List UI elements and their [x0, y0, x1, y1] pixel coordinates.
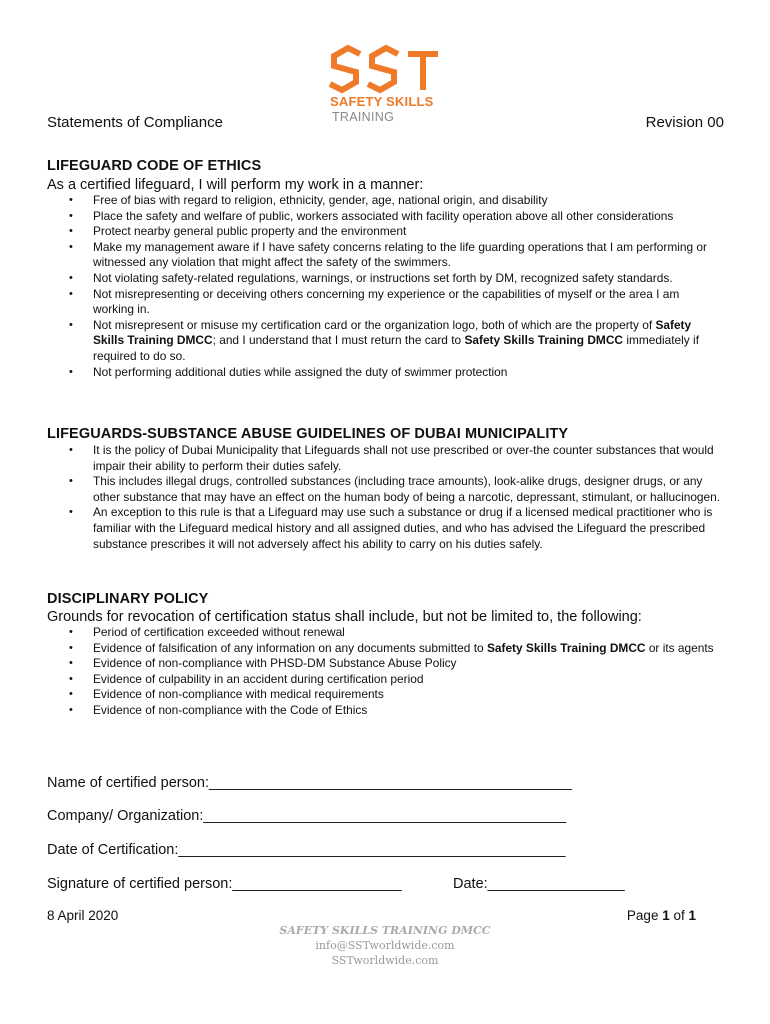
- list-item-text: Not performing additional duties while assigned the duty of swimmer protection: [93, 364, 508, 379]
- section-title-substance-abuse: LIFEGUARDS-SUBSTANCE ABUSE GUIDELINES OF DUBAI MUNICIPALITY: [47, 426, 569, 442]
- company-logo: [326, 44, 444, 128]
- code-of-ethics-list: [47, 193, 723, 380]
- list-item-text: Evidence of non-compliance with the Code of Ethics: [93, 702, 368, 717]
- substance-abuse-item: [47, 474, 723, 505]
- section-title-disciplinary-policy: DISCIPLINARY POLICY: [47, 591, 209, 607]
- signature-date-field[interactable]: Date:_________________: [453, 876, 625, 892]
- list-item-text: ; and I understand that I must return the card to: [212, 333, 465, 348]
- disciplinary-policy-item: [47, 625, 723, 641]
- code-of-ethics-item: [47, 224, 723, 240]
- code-of-ethics-item: [47, 193, 723, 209]
- list-item-text: Evidence of non-compliance with PHSD-DM Substance Abuse Policy: [93, 656, 457, 671]
- company-organization-field[interactable]: Company/ Organization:_____________________________________________: [47, 808, 567, 824]
- substance-abuse-item: [47, 505, 723, 552]
- code-of-ethics-item: [47, 209, 723, 225]
- revision-label: Revision 00: [645, 114, 724, 131]
- footer-date: 8 April 2020: [47, 908, 119, 923]
- section-intro-code-of-ethics: As a certified lifeguard, I will perform my work in a manner:: [47, 177, 424, 193]
- list-item-text: Period of certification exceeded without renewal: [93, 625, 345, 639]
- disciplinary-policy-list: [47, 625, 723, 719]
- code-of-ethics-item: [47, 318, 723, 365]
- footer-website[interactable]: SSTworldwide.com: [331, 954, 439, 967]
- company-name-emphasis: Safety Skills Training DMCC: [93, 317, 692, 348]
- code-of-ethics-item: [47, 365, 723, 381]
- document-title: Statements of Compliance: [47, 114, 223, 131]
- list-item-text: or its agents: [645, 640, 714, 655]
- list-item-text: Make my management aware if I have safety concerns relating to the life guarding operations that I am performing or witnessed any violation that might affect the safety of the swimmers.: [93, 239, 708, 270]
- list-item-text: Not violating safety-related regulations, warnings, or instructions set forth by DM, recognized safety standards.: [93, 270, 673, 285]
- disciplinary-policy-item: [47, 672, 723, 688]
- list-item-text: Free of bias with regard to religion, ethnicity, gender, age, national origin, and disability: [93, 193, 548, 207]
- list-item-text: It is the policy of Dubai Municipality that Lifeguards shall not use prescribed or over-the counter substances that would impair their ability to perform their duties safely.: [93, 443, 714, 473]
- logo-name: SAFETY SKILLS: [330, 94, 434, 109]
- page-number: [627, 908, 696, 923]
- substance-abuse-list: [47, 443, 723, 552]
- list-item-text: immediately if required to do so.: [93, 333, 700, 363]
- footer-company: SAFETY SKILLS TRAINING DMCC: [279, 924, 491, 937]
- page-total: 1: [688, 908, 696, 923]
- list-item-text: Place the safety and welfare of public, workers associated with facility operation above all other considerations: [93, 208, 674, 223]
- list-item-text: An exception to this rule is that a Lifeguard may use such a substance or drug if a licensed medical practitioner who is familiar with the Lifeguard medical history and all assigned duties, and who has advised the Lifeguard the prescribed substance prescribes it will not adversely affect his ability to carry on his duties safely.: [93, 505, 713, 551]
- signature-field[interactable]: Signature of certified person:_____________________: [47, 876, 402, 892]
- list-item-text: Not misrepresent or misuse my certification card or the organization logo, both of which are the property of: [93, 317, 656, 332]
- section-title-code-of-ethics: LIFEGUARD CODE OF ETHICS: [47, 158, 262, 174]
- list-item-text: Protect nearby general public property and the environment: [93, 224, 407, 239]
- certified-person-name-field[interactable]: Name of certified person:_____________________________________________: [47, 775, 572, 791]
- code-of-ethics-item: [47, 287, 723, 318]
- company-name-emphasis: Safety Skills Training DMCC: [464, 333, 624, 348]
- disciplinary-policy-item: [47, 656, 723, 672]
- sst-logo-mark: [326, 44, 444, 94]
- logo-subtitle: TRAINING: [332, 110, 395, 124]
- list-item-text: Not misrepresenting or deceiving others concerning my experience or the capabilities of myself or the area I am working in.: [93, 286, 680, 317]
- company-name-emphasis: Safety Skills Training DMCC: [486, 640, 646, 655]
- list-item-text: Evidence of non-compliance with medical requirements: [93, 687, 384, 702]
- substance-abuse-item: [47, 443, 723, 474]
- page-current: 1: [662, 908, 670, 923]
- disciplinary-policy-item: [47, 641, 723, 657]
- disciplinary-policy-item: [47, 687, 723, 703]
- page-prefix: Page: [626, 908, 663, 923]
- list-item-text: Evidence of falsification of any information on any documents submitted to: [93, 640, 487, 655]
- section-intro-disciplinary-policy: Grounds for revocation of certification status shall include, but not be limited to, the following:: [47, 609, 642, 625]
- code-of-ethics-item: [47, 240, 723, 271]
- page-of: of: [669, 908, 689, 923]
- list-item-text: Evidence of culpability in an accident during certification period: [93, 671, 424, 686]
- date-of-certification-field[interactable]: Date of Certification:________________________________________________: [47, 842, 566, 858]
- list-item-text: This includes illegal drugs, controlled substances (including trace amounts), look-alike drugs, designer drugs, or any other substance that may have an effect on the human body of being a narcotic, depressant, stimulant, or hallucinogen.: [93, 474, 721, 504]
- code-of-ethics-item: [47, 271, 723, 287]
- footer-email[interactable]: info@SSTworldwide.com: [315, 939, 455, 952]
- disciplinary-policy-item: [47, 703, 723, 719]
